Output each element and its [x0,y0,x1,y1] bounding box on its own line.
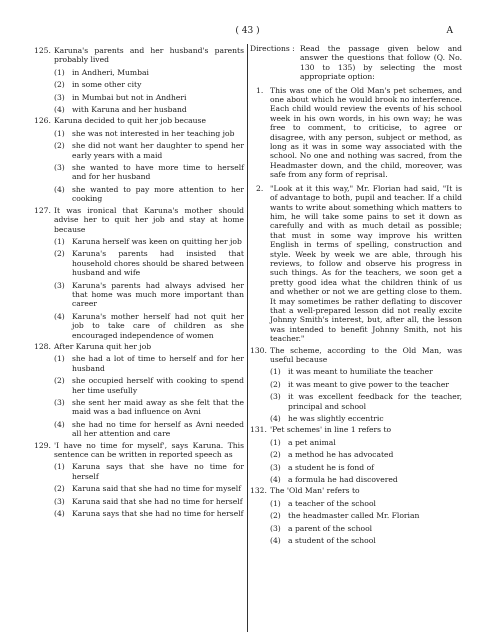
question-block [34,206,244,340]
question-stem [250,486,462,495]
option-number: (3) [54,92,65,102]
option-number: (3) [270,523,281,533]
question-text: Karuna decided to quit her job because [54,116,206,126]
answer-option [34,484,244,493]
answer-option [34,509,244,518]
question-number: 127. [34,205,51,215]
option-text: it was meant to humiliate the teacher [288,367,433,377]
option-number: (4) [54,184,65,194]
answer-option [34,462,244,481]
option-number: (3) [270,462,281,472]
option-number: (3) [54,496,65,506]
option-number: (2) [270,450,281,460]
option-number: (4) [270,414,281,424]
option-text: in Mumbai but not in Andheri [72,92,187,102]
option-number: (2) [270,511,281,521]
question-block [34,342,244,439]
option-number: (2) [54,249,65,259]
option-text: she occupied herself with cooking to spend her time usefully [72,376,244,395]
directions-label: Directions : [250,44,295,53]
answer-option [34,185,244,204]
answer-option [34,398,244,417]
paragraph-text: "Look at it this way," Mr. Florian had said, "It is of advantage to both, pupil and teacher. If a child wants to write about something which matters to him, he will take some pains to set it down as carefully and with as much detail as possible; that must in some way improve his written English in terms of spelling, construction and style. Week by week we are able, through his reviews, to follow and observe his progress in such things. As for the teachers, we soon get a pretty good idea what the children think of us and whether or not we are getting close to them. It may sometimes be rather deflating to discover that a well-prepared lesson did not really excite Johnny Smith's interest, but, after all, the lesson was intended to benefit Johnny Smith, not his teacher." [270,183,462,344]
answer-option [250,511,462,520]
answer-option [250,380,462,389]
option-text: she wanted to have more time to herself and for her husband [72,163,244,182]
question-text: 'I have no time for myself', says Karuna. This sentence can be written in reported speech as [54,440,244,460]
option-text: a student of the school [288,536,376,546]
left-column [34,44,244,518]
answer-option [34,354,244,373]
answer-option [34,80,244,89]
answer-option [250,499,462,508]
option-text: she wanted to pay more attention to her cooking [72,184,244,204]
passage-paragraph [250,184,462,344]
option-text: a method he has advocated [288,450,394,460]
set-letter: A [446,26,453,36]
question-block [250,486,462,545]
answer-option [34,163,244,182]
option-number: (2) [54,141,65,151]
answer-option [250,392,462,411]
answer-option [250,450,462,459]
right-questions [250,346,462,546]
option-number: (1) [270,498,281,508]
option-number: (2) [54,484,65,494]
option-number: (2) [270,379,281,389]
answer-option [34,141,244,160]
option-text: it was excellent feedback for the teacher, principal and school [288,392,462,411]
option-number: (3) [54,398,65,407]
passage [250,86,462,344]
question-block [250,425,462,484]
option-text: she had no time for herself as Avni needed all her attention and care [72,419,244,439]
option-text: Karuna says that she have no time for herself [72,462,244,481]
answer-option [34,376,244,395]
paragraph-text: This was one of the Old Man's pet schemes, and one about which he would brook no interference. Each child would review the events of his school week in his own words, in his own way; he was free to comment, to criticise, to agree or disagree, with any person, subject or method, as long as it was in some way associated with the school. No one and nothing was sacred, from the Headmaster down, and the child, moreover, was safe from any form of reprisal. [270,85,462,180]
option-text: Karuna's parents had always advised her that home was much more important than career [72,280,244,309]
answer-option [34,68,244,77]
option-text: a teacher of the school [288,498,376,508]
answer-option [34,312,244,340]
option-text: she sent her maid away as she felt that the maid was a bad influence on Avni [72,398,244,417]
option-text: in some other city [72,80,142,90]
option-number: (3) [54,163,65,173]
option-text: a student he is fond of [288,462,374,472]
question-number: 129. [34,440,51,450]
option-text: Karuna said that she had no time for herself [72,496,243,506]
option-text: he was slightly eccentric [288,414,384,424]
answer-option [250,414,462,423]
option-text: the headmaster called Mr. Florian [288,511,420,521]
answer-option [250,438,462,447]
question-stem [34,206,244,234]
paragraph-number: 1. [256,85,264,95]
option-text: a formula he had discovered [288,475,398,485]
option-text: a parent of the school [288,523,373,533]
option-text: she had a lot of time to herself and for her husband [72,354,244,373]
answer-option [34,93,244,102]
page-number: ( 43 ) [235,26,260,36]
option-number: (4) [270,536,281,546]
option-number: (1) [270,437,281,447]
option-number: (1) [54,128,65,138]
answer-option [34,249,244,277]
option-number: (3) [54,280,65,290]
answer-option [34,105,244,114]
option-number: (1) [270,367,281,377]
option-number: (4) [54,311,65,321]
question-stem [34,441,244,460]
option-number: (2) [54,376,65,386]
passage-paragraph [250,86,462,180]
option-text: Karuna herself was keen on quitting her job [72,236,242,246]
question-text: It was ironical that Karuna's mother should advise her to quit her job and stay at home because [54,205,244,234]
option-text: in Andheri, Mumbai [72,67,149,77]
question-stem [250,425,462,434]
answer-option [34,420,244,439]
answer-option [34,281,244,309]
question-stem [34,342,244,351]
option-number: (2) [54,80,65,90]
answer-option [34,497,244,506]
option-text: Karuna's mother herself had not quit her job to take care of children as she encouraged independence of women [72,311,244,340]
question-block [34,441,244,519]
option-text: Karuna said that she had no time for myself [72,484,242,494]
option-text: it was meant to give power to the teacher [288,379,450,389]
option-text: Karuna's parents had insisted that household chores should be shared between husband and wife [72,249,244,278]
option-number: (4) [270,475,281,485]
question-block [34,46,244,114]
answer-option [250,536,462,545]
option-text: she was not interested in her teaching job [72,128,235,138]
option-number: (1) [54,67,65,77]
question-number: 130. [250,345,267,355]
question-stem [34,116,244,125]
option-number: (1) [54,236,65,246]
answer-option [34,129,244,138]
option-text: with Karuna and her husband [72,105,187,115]
question-block [250,346,462,424]
question-text: The 'Old Man' refers to [270,486,360,496]
question-number: 125. [34,46,51,55]
question-number: 132. [250,486,267,496]
question-block [34,116,244,203]
question-number: 131. [250,425,267,435]
answer-option [250,475,462,484]
paragraph-number: 2. [256,183,264,193]
question-stem [250,346,462,365]
answer-option [250,367,462,376]
option-number: (4) [54,509,65,519]
question-number: 128. [34,341,51,351]
question-number: 126. [34,116,51,126]
directions-text: Read the passage given below and answer the questions that follow (Q. No. 130 to 135) by selecting the most appropriate option: [300,44,462,82]
option-number: (4) [54,419,65,429]
question-text: The scheme, according to the Old Man, was useful because [270,345,462,364]
option-number: (4) [54,105,65,115]
option-number: (3) [270,392,281,402]
option-text: she did not want her daughter to spend her early years with a maid [72,141,244,160]
answer-option [250,463,462,472]
question-text: Karuna's parents and her husband's parents probably lived [54,46,244,65]
right-column [250,44,462,546]
question-text: 'Pet schemes' in line 1 refers to [270,425,392,435]
option-number: (1) [54,462,65,472]
question-stem [34,46,244,65]
option-text: Karuna says that she had no time for herself [72,509,244,519]
option-number: (1) [54,354,65,364]
answer-option [34,237,244,246]
column-divider [247,44,248,632]
option-text: a pet animal [288,437,336,447]
answer-option [250,524,462,533]
directions [250,44,462,82]
question-text: After Karuna quit her job [54,341,152,351]
page-header [0,26,495,40]
